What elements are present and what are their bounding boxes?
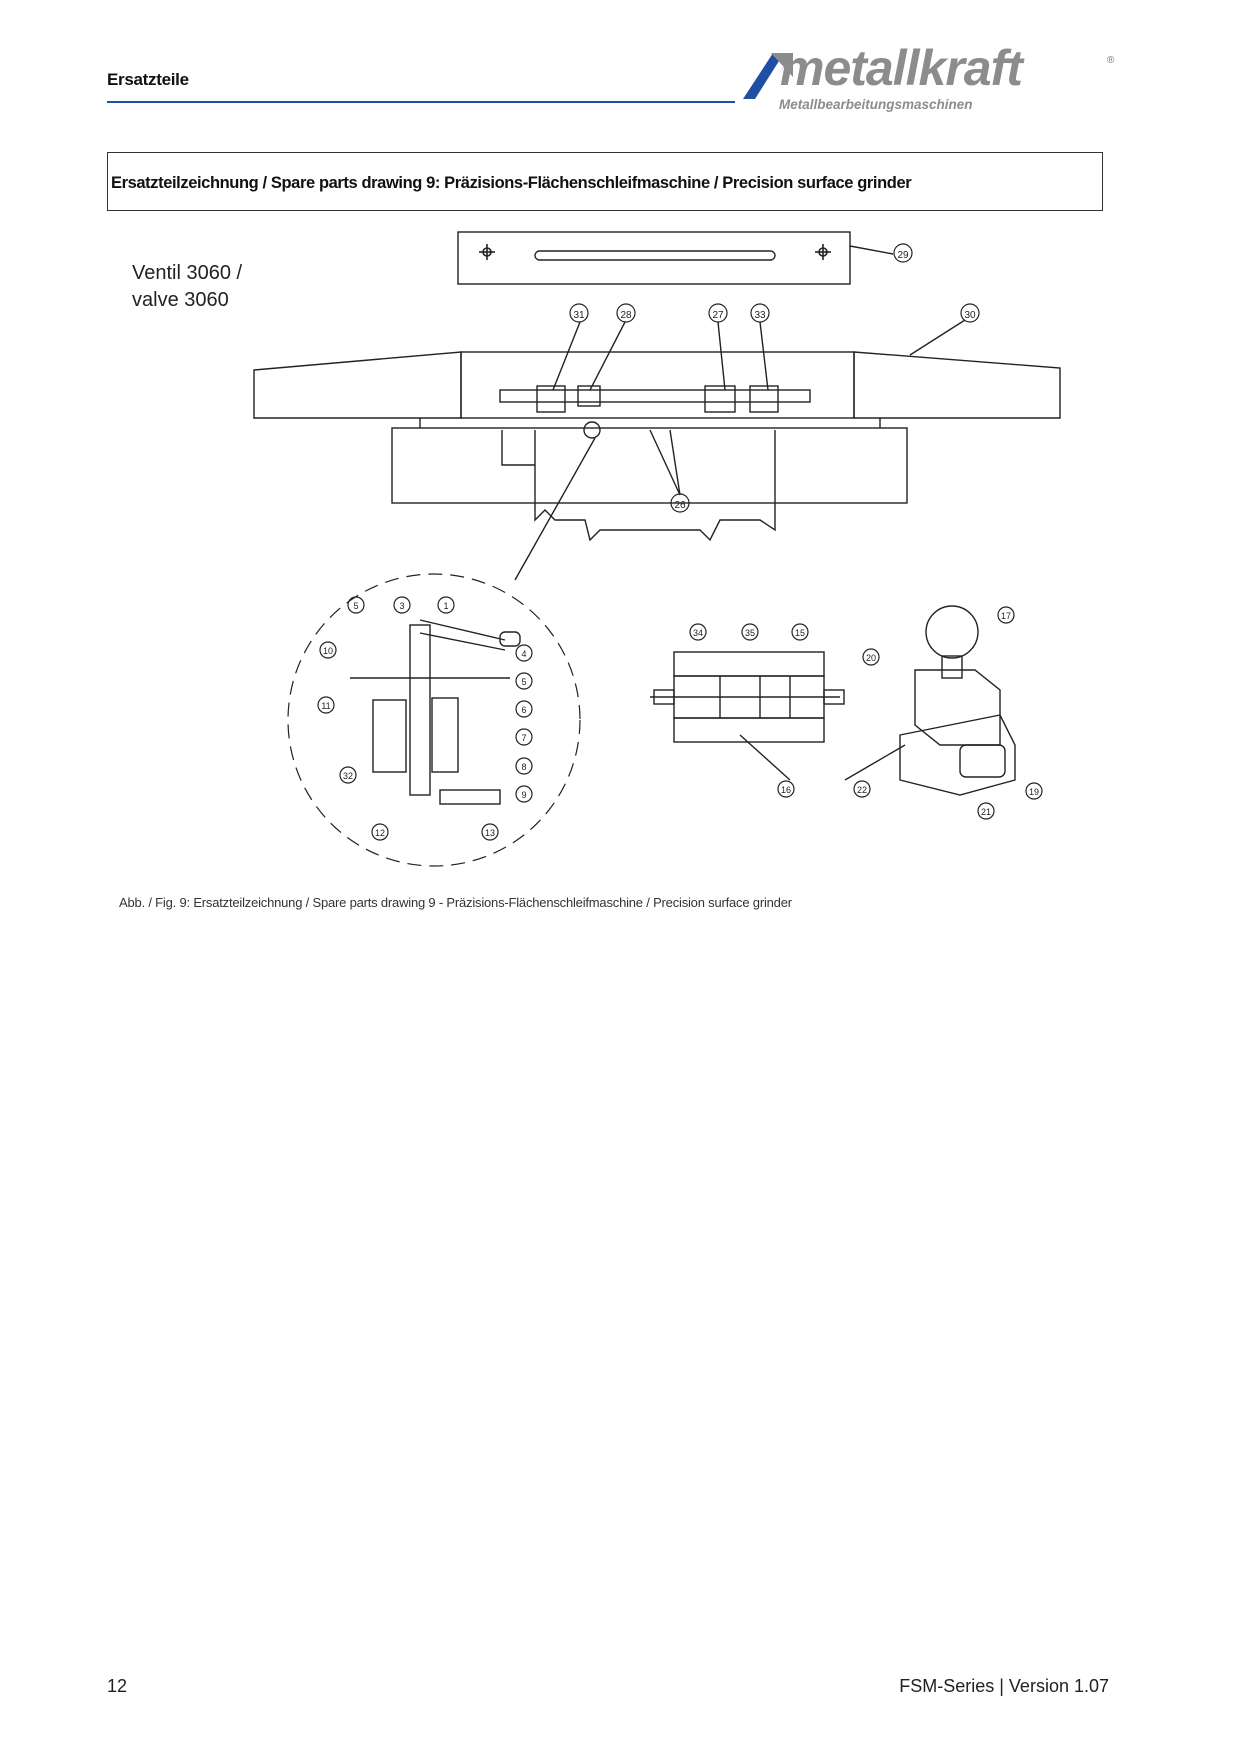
callout-1: 1 [443,601,449,611]
table-assembly [254,320,1060,418]
callout-26: 26 [674,500,686,511]
callout-12: 12 [374,828,386,838]
valve-label-line-1: Ventil 3060 / [132,262,243,284]
callout-5b: 5 [521,677,527,687]
callout-20: 20 [865,653,877,663]
callout-15: 15 [794,628,806,638]
top-bar-assembly [458,232,893,284]
logo-wordmark: metallkraft [780,40,1022,96]
section-title: Ersatzteile [107,70,189,89]
callout-3: 3 [399,601,405,611]
version-label: FSM-Series | Version 1.07 [899,1676,1109,1696]
part-callouts [318,244,1042,840]
callout-13: 13 [484,828,496,838]
callout-9: 9 [521,790,527,800]
callout-30: 30 [964,310,976,321]
callout-19: 19 [1028,787,1040,797]
detail-view [288,574,580,866]
valve-assembly [845,606,1015,795]
callout-5a: 5 [353,601,359,611]
callout-8: 8 [521,762,527,772]
callout-32: 32 [342,771,354,781]
callout-22: 22 [856,785,868,795]
callout-10: 10 [322,646,334,656]
callout-27: 27 [712,310,724,321]
base-assembly [392,418,907,580]
callout-17: 17 [1000,611,1012,621]
callout-21: 21 [980,807,992,817]
logo-subtitle: Metallbearbeitungsmaschinen [779,97,973,112]
logo-registered-mark: ® [1107,55,1115,66]
callout-11: 11 [321,701,331,711]
valve-label-line-2: valve 3060 [132,289,229,311]
callout-6: 6 [521,705,527,715]
page-number: 12 [107,1676,128,1696]
callout-7: 7 [521,733,527,743]
callout-33: 33 [754,310,766,321]
callout-28: 28 [620,310,632,321]
figure-caption: Abb. / Fig. 9: Ersatzteilzeichnung / Spare parts drawing 9 - Präzisions-Flächenschleifmaschine / Precision surface grinder [119,895,792,910]
drawing-title: Ersatzteilzeichnung / Spare parts drawing 9: Präzisions-Flächenschleifmaschine / Precision surface grinder [111,174,912,192]
callout-4: 4 [521,649,527,659]
callout-31: 31 [573,310,585,321]
callout-35: 35 [744,628,756,638]
callout-34: 34 [692,628,704,638]
callout-16: 16 [780,785,792,795]
cylinder-assembly [650,652,844,780]
callout-29: 29 [897,250,909,261]
